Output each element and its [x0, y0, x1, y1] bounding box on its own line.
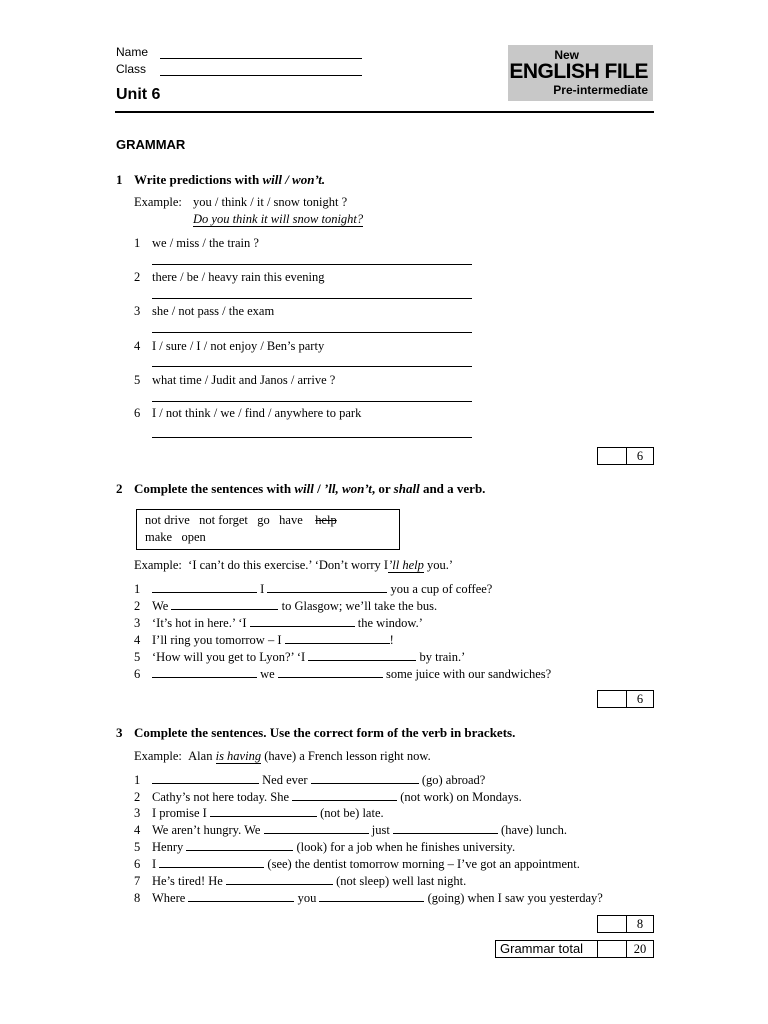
ex2-number: 2 — [116, 481, 123, 496]
ex1-item-prompt: I / sure / I / not enjoy / Ben’s party — [152, 339, 325, 353]
ex1-item-prompt: she / not pass / the exam — [152, 304, 275, 318]
grammar-total-max: 20 — [633, 942, 647, 956]
answer-blank[interactable] — [308, 650, 416, 661]
word-box — [136, 509, 400, 550]
ex3-item: Ned ever (go) abroad? — [152, 773, 485, 788]
ex3-item-number: 6 — [134, 857, 141, 871]
ex1-answer-line[interactable] — [152, 298, 472, 299]
ex2-item-number: 5 — [134, 650, 141, 664]
ex1-example-answer: Do you think it will snow tonight? — [193, 212, 364, 226]
name-label: Name — [116, 45, 149, 59]
ex1-item-number: 3 — [134, 304, 141, 318]
ex2-score-box — [597, 690, 654, 708]
ex1-item-prompt: I / not think / we / find / anywhere to park — [152, 406, 362, 420]
ex2-item-number: 4 — [134, 633, 141, 647]
ex1-example-label: Example: — [134, 195, 182, 209]
ex1-answer-line[interactable] — [152, 437, 472, 438]
ex2-instruction: Complete the sentences with will / ’ll, won’t, or shall and a verb. — [134, 481, 486, 496]
answer-blank[interactable] — [152, 773, 259, 784]
ex3-item: He’s tired! He (not sleep) well last night. — [152, 874, 467, 888]
ex3-instruction: Complete the sentences. Use the correct form of the verb in brackets. — [134, 725, 516, 740]
ex1-item-prompt: we / miss / the train ? — [152, 236, 259, 250]
word-box-row — [145, 530, 206, 545]
grammar-total-input[interactable] — [598, 941, 627, 957]
answer-blank[interactable] — [171, 599, 278, 610]
ex1-answer-line[interactable] — [152, 264, 472, 265]
ex2-item: We to Glasgow; we’ll take the bus. — [152, 599, 438, 613]
ex2-score-input[interactable] — [598, 691, 627, 707]
header-divider — [115, 111, 654, 113]
ex1-item-number: 6 — [134, 406, 141, 420]
ex1-item-number: 4 — [134, 339, 141, 353]
answer-blank[interactable] — [186, 840, 293, 851]
ex2-item: ‘How will you get to Lyon?’ ‘I by train.’ — [152, 650, 466, 664]
english-file-logo — [508, 45, 653, 101]
ex2-item: we some juice with our sandwiches? — [152, 667, 551, 682]
ex1-item-number: 2 — [134, 270, 141, 284]
ex1-instruction: Write predictions with will / won’t. — [134, 172, 326, 187]
answer-blank[interactable] — [250, 616, 355, 627]
ex1-item-number: 5 — [134, 373, 141, 387]
ex3-item-number: 8 — [134, 891, 141, 905]
class-field[interactable] — [160, 75, 362, 76]
ex1-score-max: 6 — [636, 449, 644, 463]
ex2-item-number: 3 — [134, 616, 141, 630]
answer-blank[interactable] — [210, 806, 317, 817]
unit-title: Unit 6 — [116, 86, 161, 103]
ex3-item-number: 3 — [134, 806, 141, 820]
answer-blank[interactable] — [292, 790, 397, 801]
grammar-total-label: Grammar total — [496, 941, 598, 957]
answer-blank[interactable] — [188, 891, 294, 902]
ex1-number: 1 — [116, 172, 123, 187]
ex2-item-number: 2 — [134, 599, 141, 613]
ex2-score-max: 6 — [636, 692, 644, 706]
answer-blank[interactable] — [152, 582, 257, 593]
logo-level: Pre-intermediate — [553, 83, 648, 97]
word-option: not forget — [199, 513, 248, 527]
ex3-item: Henry (look) for a job when he finishes university. — [152, 840, 516, 854]
answer-blank[interactable] — [152, 667, 257, 678]
word-option-used: help — [315, 513, 337, 527]
answer-blank[interactable] — [311, 773, 419, 784]
ex3-number: 3 — [116, 725, 123, 740]
ex1-answer-line[interactable] — [152, 366, 472, 367]
ex2-item: I you a cup of coffee? — [152, 582, 492, 597]
ex3-item: I (see) the dentist tomorrow morning – I’ve got an appointment. — [152, 857, 580, 871]
ex3-item: Where you (going) when I saw you yesterday? — [152, 891, 603, 905]
ex1-item-number: 1 — [134, 236, 141, 250]
ex3-item: Cathy’s not here today. She (not work) on Mondays. — [152, 790, 522, 804]
answer-blank[interactable] — [278, 667, 383, 678]
word-option: make — [145, 530, 173, 544]
word-box-row — [145, 513, 337, 528]
ex1-score-box — [597, 447, 654, 465]
ex3-score-input[interactable] — [598, 916, 627, 932]
ex1-answer-line[interactable] — [152, 401, 472, 402]
ex3-score-box — [597, 915, 654, 933]
ex2-item: ‘It’s hot in here.’ ‘I the window.’ — [152, 616, 423, 630]
answer-blank[interactable] — [393, 823, 498, 834]
ex2-item-number: 6 — [134, 667, 141, 681]
ex3-score-max: 8 — [636, 917, 644, 931]
logo-new: New — [554, 48, 579, 62]
ex3-item-number: 7 — [134, 874, 141, 888]
ex3-item: I promise I (not be) late. — [152, 806, 384, 820]
name-field[interactable] — [160, 58, 362, 59]
ex2-item-number: 1 — [134, 582, 141, 596]
class-label: Class — [116, 62, 147, 76]
answer-blank[interactable] — [267, 582, 387, 593]
word-option: not drive — [145, 513, 190, 527]
answer-blank[interactable] — [285, 633, 390, 644]
answer-blank[interactable] — [264, 823, 369, 834]
ex2-example: Example: ‘I can’t do this exercise.’ ‘Don’t worry I’ll help you.’ — [134, 558, 454, 572]
ex1-item-prompt: what time / Judit and Janos / arrive ? — [152, 373, 336, 387]
ex1-item-prompt: there / be / heavy rain this evening — [152, 270, 325, 284]
ex3-item: We aren’t hungry. We just (have) lunch. — [152, 823, 567, 837]
answer-blank[interactable] — [159, 857, 264, 868]
ex2-item: I’ll ring you tomorrow – I ! — [152, 633, 394, 647]
ex1-score-input[interactable] — [598, 448, 627, 464]
ex3-item-number: 1 — [134, 773, 141, 787]
section-title: GRAMMAR — [116, 137, 186, 152]
answer-blank[interactable] — [226, 874, 333, 885]
ex1-answer-line[interactable] — [152, 332, 472, 333]
word-option: open — [181, 530, 206, 544]
ex3-item-number: 5 — [134, 840, 141, 854]
ex3-item-number: 4 — [134, 823, 141, 837]
word-option: have — [279, 513, 303, 527]
ex3-item-number: 2 — [134, 790, 141, 804]
logo-title: ENGLISH FILE — [509, 60, 648, 83]
ex3-example: Example: Alan is having (have) a French lesson right now. — [134, 749, 431, 763]
answer-blank[interactable] — [319, 891, 424, 902]
ex1-example-prompt: you / think / it / snow tonight ? — [193, 195, 348, 209]
grammar-total-box — [495, 940, 654, 958]
word-option: go — [257, 513, 270, 527]
